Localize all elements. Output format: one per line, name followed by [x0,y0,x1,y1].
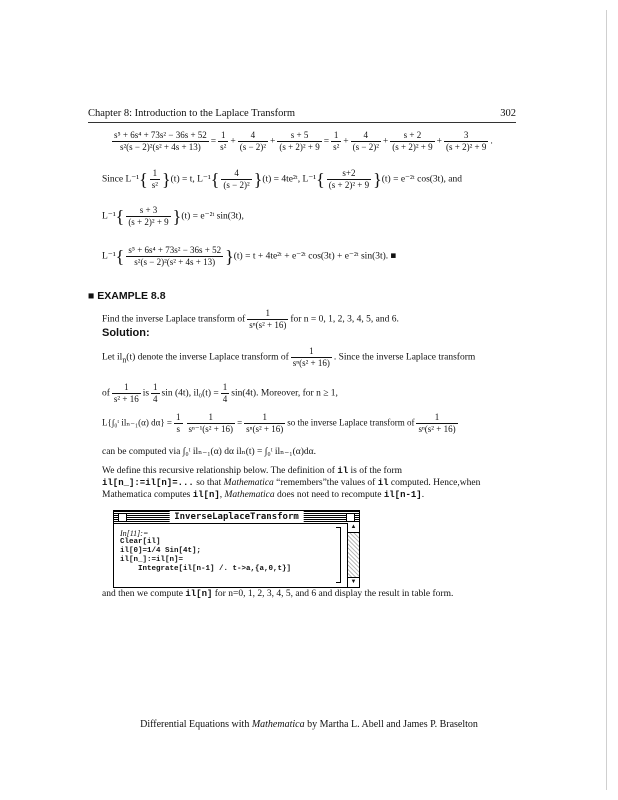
fraction: $\frac{1}{4}$ [153,382,158,404]
code-line: Clear[il] [120,538,161,546]
vertical-scrollbar[interactable] [347,523,359,587]
page-number: 302 [500,108,516,119]
fraction: $\frac{1}{\text{s²}}$ [220,130,227,152]
fraction: $\frac{1}{s}$ [176,412,181,434]
paragraph-line-1: We define this recursive relationship below. The definition of il is of the form [102,466,402,476]
cell-bracket[interactable] [336,527,341,583]
notebook-window [113,510,360,588]
fraction: $\frac{1}{\text{sⁿ(s² + 16)}}$ [246,412,284,434]
fraction: $\frac{\text{s⁵ + 6s⁴ + 73s² − 36s + 52}}{\text{s²(s − 2)²(s² + 4s + 13)}}$ [114,130,207,152]
code-line: Integrate[il[n-1] /. t->a,{a,0,t}] [120,565,292,573]
notebook-title: InverseLaplaceTransform [169,511,304,523]
fraction: $\frac{1}{\text{sⁿ(s² + 16)}}$ [418,412,456,434]
fraction: $\frac{1}{\text{sⁿ(s² + 16)}}$ [292,346,330,368]
fraction: $\frac{\text{s⁵ + 6s⁴ + 73s² − 36s + 52}}{\text{s²(s − 2)²(s² + 4s + 13)}}$ [128,245,222,267]
fraction: $\frac{3}{\text{(s + 2)² + 9}}$ [446,130,487,152]
code-line: il[n_]:=il[n]= [120,556,184,564]
fraction: $\frac{1}{\text{s²}}$ [333,130,340,152]
notebook-titlebar[interactable] [114,511,359,524]
body-line-4: can be computed via ∫₀ᵗ ilₙ₋₁(α) dα ilₙ(t) = ∫₀ᵗ ilₙ₋₁(α)dα. [102,447,317,457]
equation-result: L⁻¹{ $\frac{\text{s⁵ + 6s⁴ + 73s² − 36s + 52}}{\text{s²(s − 2)²(s² + 4s + 13)}}$ }(t) = t + 4te²ᵗ + e⁻²ᵗ cos(3t) + e⁻²ᵗ sin(3t). ■ [102,245,397,267]
equation-partial-fractions: $\frac{\text{s⁵ + 6s⁴ + 73s² − 36s + 52}}{\text{s²(s − 2)²(s² + 4s + 13)}}$ = $\frac{1}{\text{s²}}$ + $\frac{4}{\text{(s − 2)²}}$ + $\frac{s + 5}{\text{(s + 2)² + 9}}$ = $\frac{1}{\text{s²}}$ + $\frac{4}{\text{(s − 2)²}}$ + $\frac{s + 2}{\text{(s + 2)² + 9}}$ + $\frac{3}{\text{(s + 2)² + 9}}$ . [114,130,493,152]
fraction: $\frac{s+2}{\text{(s + 2)² + 9}}$ [328,168,370,190]
fraction: $\frac{s + 5}{\text{(s + 2)² + 9}}$ [279,130,320,152]
page-footer: Differential Equations with Mathematica by Martha L. Abell and James P. Braselton [140,719,478,730]
body-line-2: of $\frac{1}{\text{s² + 16}}$ is $\frac{1}{4}$ sin (4t), il₀(t) = $\frac{1}{4}$ sin(4t). Moreover, for n ≥ 1, [102,382,338,404]
fraction: $\frac{s + 2}{\text{(s + 2)² + 9}}$ [392,130,433,152]
fraction: $\frac{1}{\text{s² + 16}}$ [113,382,139,404]
fraction: $\frac{1}{\text{s²}}$ [151,168,158,190]
close-box-icon[interactable] [118,513,127,522]
fraction: $\frac{s + 3}{\text{(s + 2)² + 9}}$ [128,205,169,227]
chapter-title: Chapter 8: Introduction to the Laplace Transform [88,108,296,119]
paragraph-line-2: il[n_]:=il[n]=... so that Mathematica “remembers”the values of il computed. Hence,when [102,478,481,488]
equation-known-transforms: Since L⁻¹{ $\frac{1}{\text{s²}}$ }(t) = t, L⁻¹{ $\frac{4}{\text{(s − 2)²}}$ }(t) = 4te²ᵗ, L⁻¹{ $\frac{s+2}{\text{(s + 2)² + 9}}$ }(t) = e⁻²ᵗ cos(3t), and [102,168,462,190]
fraction: $\frac{4}{\text{(s − 2)²}}$ [223,168,250,190]
after-notebook-text: and then we compute il[n] for n=0, 1, 2, 3, 4, 5, and 6 and display the result in table form. [102,589,454,599]
scroll-up-arrow-icon[interactable]: ▲ [348,523,359,533]
notebook-input-cell[interactable] [120,529,291,574]
zoom-box-icon[interactable] [346,513,355,522]
fraction: $\frac{4}{\text{(s − 2)²}}$ [352,130,379,152]
equation-sine-transform: L⁻¹{ $\frac{s + 3}{\text{(s + 2)² + 9}}$ }(t) = e⁻²ᵗ sin(3t), [102,205,244,227]
fraction: $\frac{1}{\text{sⁿ(s² + 16)}}$ [249,308,287,330]
body-line-3: L{∫₀ᵗ ilₙ₋₁(α) dα} = $\frac{1}{s}$ $\frac{1}{\text{sⁿ⁻¹(s² + 16)}}$ = $\frac{1}{\text{sⁿ(s² + 16)}}$ so the inverse Laplace transform of $\frac{1}{\text{sⁿ(s² + 16)}}$ [102,412,456,434]
example-heading: ■ EXAMPLE 8.8 [88,290,166,302]
page-edge [606,10,607,790]
input-label: In[11]:= [120,529,149,538]
example-problem: Find the inverse Laplace transform of $\frac{1}{\text{sⁿ(s² + 16)}}$ for n = 0, 1, 2, 3, 4, 5, and 6. [102,308,399,330]
scroll-down-arrow-icon[interactable]: ▼ [348,577,359,587]
running-header [88,108,516,119]
header-rule [88,122,516,123]
solution-label: Solution: [102,327,150,339]
fraction: $\frac{1}{4}$ [222,382,228,404]
code-line: il[0]=1/4 Sin[4t]; [120,547,202,555]
fraction: $\frac{4}{\text{(s − 2)²}}$ [239,130,266,152]
fraction: $\frac{1}{\text{sⁿ⁻¹(s² + 16)}}$ [188,412,234,434]
paragraph-line-3: Mathematica computes il[n], Mathematica does not need to recompute il[n-1]. [102,490,425,500]
body-line-1: Let $il_n(t)$ denote the inverse Laplace transform of $\frac{1}{\text{sⁿ(s² + 16)}}$ . Since the inverse Laplace transform [102,346,476,368]
